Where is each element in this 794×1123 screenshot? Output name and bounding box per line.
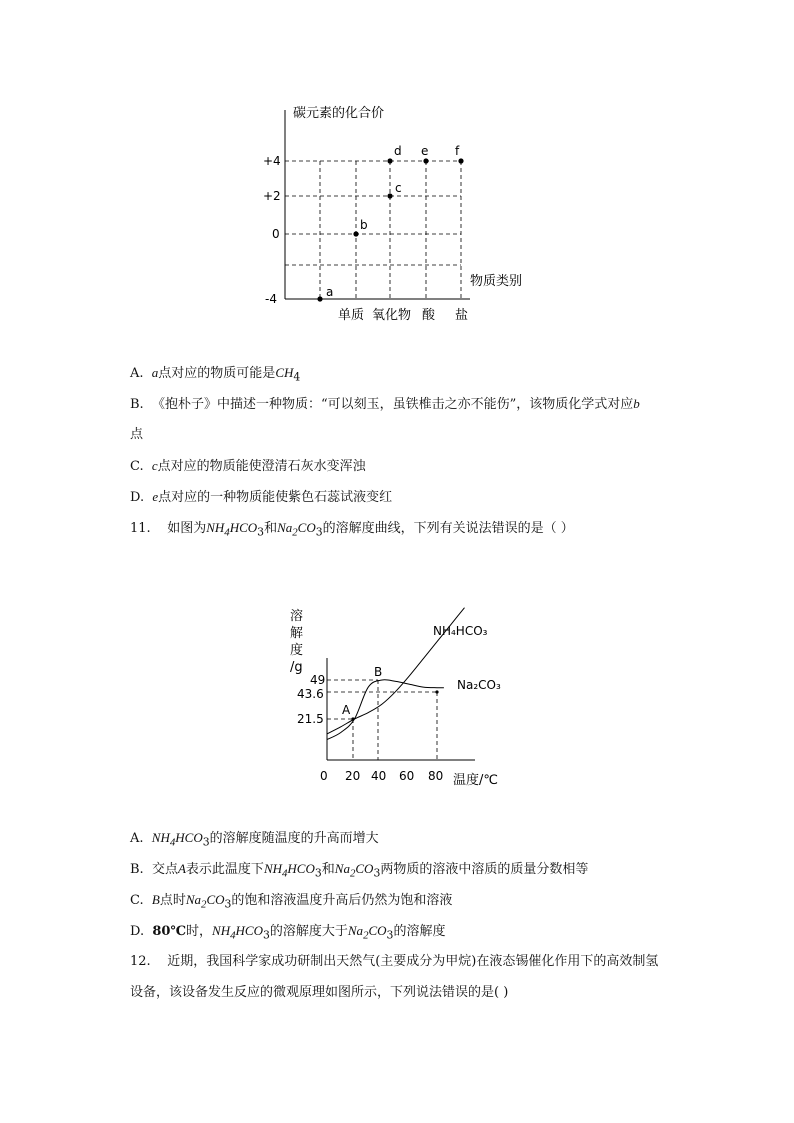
formula: NH <box>206 520 225 535</box>
formula-sub: 4 <box>282 867 288 880</box>
q10-option-b[interactable] <box>130 395 640 414</box>
series-label-nh4hco3: NH₄HCO₃ <box>433 624 488 638</box>
y-title-2: 解 <box>290 626 304 641</box>
option-text: 表示此温度下 <box>185 862 264 877</box>
x-title: 温度/℃ <box>453 773 498 788</box>
option-prefix: D. <box>130 924 145 939</box>
point-c <box>387 193 392 198</box>
point-a <box>317 296 322 301</box>
x-cat-acid: 酸 <box>422 308 436 323</box>
formula-sub: 3 <box>224 897 232 911</box>
formula: HCO <box>229 520 258 535</box>
formula-sub: 4 <box>230 929 236 942</box>
point-Na2CO3-end <box>435 690 438 693</box>
valence-x-title: 物质类别 <box>470 274 523 289</box>
option-prefix: C. <box>130 893 144 908</box>
solubility-chart <box>280 600 520 795</box>
y-tick-0: 0 <box>272 227 280 241</box>
y-title-4: /g <box>290 660 303 675</box>
question-number: 12. <box>130 954 151 969</box>
y-tick-49: 49 <box>310 673 326 687</box>
option-text: 点对应的一种物质能使紫色石蕊试液变红 <box>158 490 393 505</box>
formula-sub: 4 <box>293 370 301 384</box>
formula: NH <box>212 923 231 938</box>
formula-sub: 4 <box>224 526 230 539</box>
y-tick-43-6: 43.6 <box>297 687 324 701</box>
question-number: 11. <box>130 521 151 536</box>
q10-option-a[interactable] <box>130 364 300 387</box>
formula: Na <box>334 861 350 876</box>
series-label-na2co3: Na₂CO₃ <box>457 678 501 692</box>
formula-sub: 3 <box>257 525 265 539</box>
point-a-label: a <box>326 285 334 299</box>
formula-sub: 3 <box>386 928 394 942</box>
formula-sub: 3 <box>262 928 270 942</box>
q10-option-c[interactable] <box>130 457 366 476</box>
q11-option-a[interactable] <box>130 829 379 852</box>
formula: NH <box>151 830 170 845</box>
valence-y-title: 碳元素的化合价 <box>293 106 385 121</box>
x-cat-element: 单质 <box>338 308 365 323</box>
formula-sub: 3 <box>202 835 210 849</box>
formula-sub: 2 <box>363 929 369 942</box>
formula: CO <box>206 892 225 907</box>
point-e-label: e <box>421 144 429 158</box>
valence-chart <box>250 95 550 330</box>
option-text: 点对应的物质能使澄清石灰水变浑浊 <box>157 459 366 474</box>
point-e <box>423 158 428 163</box>
option-prefix: C. <box>130 459 144 474</box>
option-text: 的溶解度随温度的升高而增大 <box>209 831 379 846</box>
q12-stem-line1 <box>130 953 658 971</box>
option-prefix: B. <box>130 397 144 412</box>
option-prefix: D. <box>130 490 145 505</box>
q11-option-d[interactable] <box>130 922 445 945</box>
q11-stem <box>130 519 574 542</box>
point-d <box>387 158 392 163</box>
option-text: 的溶解度 <box>393 924 446 939</box>
y-tick-plus2: +2 <box>263 189 281 203</box>
point-A <box>351 717 354 720</box>
x-tick-80: 80 <box>428 769 444 783</box>
option-text: 点时 <box>159 893 186 908</box>
formula: Na <box>185 892 202 907</box>
stem-text: 的溶解度曲线，下列有关说法错误的是（ ） <box>322 521 574 536</box>
option-prefix: B. <box>130 862 144 877</box>
option-prefix: A. <box>130 831 144 846</box>
option-text: 点对应的物质可能是 <box>158 366 276 381</box>
var-e: e <box>152 489 159 504</box>
point-B-label: B <box>374 665 383 679</box>
x-tick-40: 40 <box>371 769 387 783</box>
q12-stem-line2 <box>130 984 508 1002</box>
point-b-label: b <box>360 218 368 232</box>
grid-lines <box>285 161 461 299</box>
var-b: b <box>633 396 640 411</box>
point-d-label: d <box>394 144 402 158</box>
y-tick-21-5: 21.5 <box>297 712 324 726</box>
option-text: 和 <box>321 862 335 877</box>
stem-text: 和 <box>264 521 278 536</box>
formula: CH <box>275 365 294 380</box>
temperature: 80℃ <box>152 924 187 939</box>
var-A: A <box>177 861 186 876</box>
stem-text: 如图为 <box>167 521 207 536</box>
var-c: c <box>151 458 158 473</box>
formula-sub: 2 <box>201 898 207 911</box>
x-tick-20: 20 <box>345 769 361 783</box>
y-title-3: 度 <box>290 643 304 658</box>
var-B: B <box>151 892 160 907</box>
x-cat-salt: 盐 <box>455 308 469 323</box>
point-b <box>353 231 358 236</box>
option-text: 的饱和溶液温度升高后仍然为饱和溶液 <box>231 893 453 908</box>
formula: NH <box>263 861 282 876</box>
q11-option-c[interactable] <box>130 891 452 914</box>
option-prefix: A. <box>130 366 144 381</box>
option-text: 两物质的溶液中溶质的质量分数相等 <box>380 862 589 877</box>
formula-sub: 2 <box>292 526 298 539</box>
formula: HCO <box>175 830 203 845</box>
y-title-1: 溶 <box>290 609 304 624</box>
formula-sub: 3 <box>373 866 381 880</box>
option-text: 的溶解度大于 <box>269 924 348 939</box>
formula-sub: 2 <box>349 867 356 880</box>
point-c-label: c <box>395 181 402 195</box>
option-text: 《抱朴子》中描述一种物质：“可以刻玉，虽铁椎击之亦不能伤”，该物质化学式对应 <box>151 397 634 412</box>
option-text: 时， <box>186 924 213 939</box>
y-tick-plus4: +4 <box>263 154 281 168</box>
point-A-label: A <box>342 703 351 717</box>
q10-option-b-cont <box>130 426 143 444</box>
q10-option-d[interactable] <box>130 488 392 507</box>
formula-sub: 4 <box>169 836 176 849</box>
formula: Na <box>347 923 364 938</box>
point-f-label: f <box>455 144 460 158</box>
x-tick-0: 0 <box>320 769 328 783</box>
option-text: 交点 <box>151 862 178 877</box>
q11-option-b[interactable] <box>130 860 588 883</box>
formula: CO <box>355 861 374 876</box>
stem-text: 设备，该设备发生反应的微观原理如图所示，下列说法错误的是( ) <box>130 985 509 1000</box>
x-tick-60: 60 <box>399 769 415 783</box>
x-cat-oxide: 氧化物 <box>372 308 412 323</box>
formula-sub: 3 <box>314 866 322 880</box>
formula: HCO <box>235 923 263 938</box>
option-text-cont: 点 <box>130 427 144 442</box>
formula-sub: 3 <box>315 525 323 539</box>
formula: Na <box>277 520 293 535</box>
formula: CO <box>297 520 316 535</box>
formula: HCO <box>287 861 315 876</box>
stem-text: 近期，我国科学家成功研制出天然气(主要成分为甲烷)在液态锡催化作用下的高效制氢 <box>167 954 659 969</box>
y-tick-minus4: -4 <box>265 292 277 306</box>
formula: CO <box>368 923 387 938</box>
guide-lines <box>327 680 437 760</box>
point-f <box>458 158 463 163</box>
var-a: a <box>151 365 159 380</box>
